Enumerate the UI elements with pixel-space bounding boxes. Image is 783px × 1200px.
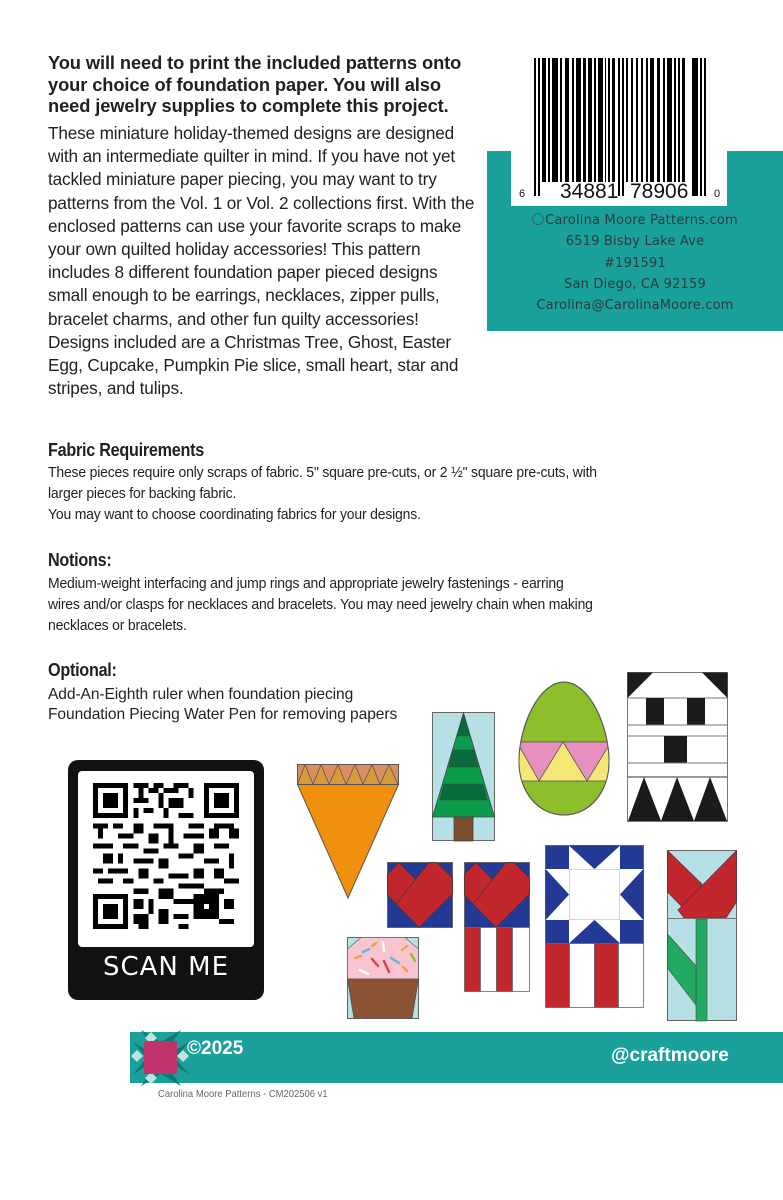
barcode: [534, 58, 706, 198]
contact-info: [487, 210, 783, 316]
copyright-text: ©2025: [187, 1038, 244, 1059]
pumpkin-pie-design: [297, 764, 401, 900]
social-handle[interactable]: @craftmoore: [611, 1045, 729, 1066]
christmas-tree-design: [432, 712, 495, 842]
intro-description: These miniature holiday-themed designs are designed with an intermediate quilter in mind. If you have not yet tackled miniature paper piecing, you may want to try patterns from the Vol. 1 or Vol. 2 collections first. With the enclosed patterns can use your favorite scraps to make your own quilted holiday accessories! This pattern includes 8 different foundation paper pieced designs small enough to be earrings, necklaces, zipper pulls, bracelet charms, and other fun quilty accessories! Designs included are a Christmas Tree, Ghost, Easter Egg, Cupcake, Pumpkin Pie slice, small heart, star and stripes, and tulips.: [48, 123, 475, 399]
website-link[interactable]: Carolina Moore Patterns.com: [545, 213, 738, 228]
fabric-line: You may want to choose coordinating fabrics for your designs.: [48, 506, 421, 524]
star-stripes-design: [545, 845, 644, 1009]
email-link[interactable]: Carolina@CarolinaMoore.com: [536, 298, 734, 314]
address-line-1: 6519 Bisby Lake Ave: [565, 234, 705, 250]
notions-text: [48, 573, 710, 637]
heart-stripes-design: [464, 862, 530, 993]
notions-line: Medium-weight interfacing and jump rings and appropriate jewelry fastenings - earring: [48, 575, 564, 592]
notions-line: wires and/or clasps for necklaces and bracelets. You may need jewelry chain when making: [48, 596, 593, 614]
notions-line: necklaces or bracelets.: [48, 617, 187, 635]
website-line[interactable]: [487, 210, 783, 231]
easter-egg-design: [517, 681, 611, 817]
fabric-text: [48, 462, 710, 526]
fabric-heading: Fabric Requirements: [48, 440, 205, 460]
barcode-digit-right: 0: [714, 188, 721, 200]
optional-line: Add-An-Eighth ruler when foundation piecing: [48, 686, 354, 703]
optional-text: [48, 685, 448, 725]
star-logo-icon: [129, 1028, 193, 1088]
optional-heading: Optional:: [48, 660, 117, 680]
qr-code-icon[interactable]: [93, 783, 239, 929]
optional-line: Foundation Piecing Water Pen for removing papers: [48, 706, 398, 723]
fabric-line: larger pieces for backing fabric.: [48, 485, 237, 503]
pattern-code: Carolina Moore Patterns - CM202506 v1: [158, 1088, 328, 1100]
small-heart-design: [387, 862, 453, 928]
notions-heading: Notions:: [48, 550, 112, 570]
address-line-2: #191591: [604, 255, 666, 271]
tulip-design: [667, 850, 737, 1022]
ghost-design: [627, 672, 729, 823]
gear-logo-icon: [532, 213, 544, 225]
scan-me-label: SCAN ME: [102, 952, 230, 982]
cupcake-design: [347, 937, 419, 1019]
barcode-digit-left: 6: [519, 188, 526, 200]
barcode-group-1: 34881: [560, 180, 619, 203]
intro-heading: You will need to print the included patterns onto your choice of foundation paper. You will also need jewelry supplies to complete this project.: [48, 52, 462, 116]
barcode-group-2: 78906: [630, 180, 689, 203]
fabric-line: These pieces require only scraps of fabric. 5" square pre-cuts, or 2 ½" square pre-cuts, with: [48, 464, 597, 481]
city-line: San Diego, CA 92159: [564, 276, 706, 292]
